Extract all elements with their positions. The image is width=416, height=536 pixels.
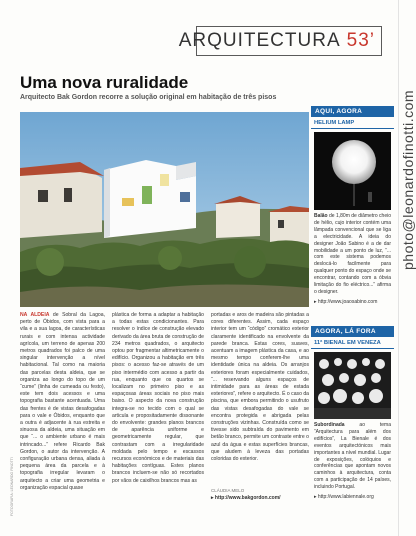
article-text-3: portadas e aros de madeira são pintadas a cores diferentes. Assim, cada espaço interior tem um “código” cromático exterior claramente identificado na envolvente da parede branca. Estas cores, suaves, acentuam a imagem plástica da casa, e ao mesmo tempo conferem-lhe uma identidade única na aldeia. Os arranjos exteriores foram especialmente cuidados, “... reservando alguns espaços de intimidade para as áreas de estada exteriores”, refere o arquitecto. É o caso da piscina, que embora permitindo o usufruto das vistas desafogadas do vale se encontra protegida e abrigada pelas construções vizinhas. Construída como se tivesse sido subtraída do pavimento em betão branco, permite um contraste entre o azul da água e estas superfícies brancas, que aludem à leveza das portadas coloridas do exterior. (211, 312, 309, 463)
article-subtitle: Arquitecto Bak Gordon recorre a solução original em habitação de três pisos (20, 94, 277, 101)
sidebar-top-header: AQUI, AGORA (311, 106, 394, 117)
page-edge-line (398, 0, 399, 536)
sidebar-bottom-url-text[interactable]: http://www.labiennale.org (317, 494, 374, 501)
article-title: Uma nova ruralidade (20, 73, 189, 92)
article-column-1 (20, 312, 105, 492)
biennale-photo (314, 352, 391, 419)
page-number: 53’ (346, 30, 375, 51)
sidebar-aqui-agora (311, 106, 394, 305)
sidebar-bottom-text (311, 422, 394, 491)
section-header (178, 26, 382, 56)
house-photo (20, 112, 309, 307)
article-text-2: plástica de forma a adaptar a habitação a todas estas condicionantes. Para resolver o índice de construção elevado derivado da área bruta de construção de 234 metros quadrados, o arquitecto optou por fragmentar altimetricamente o edifício. Organizou a habitação em três pisos: o acesso faz-se através de um piso intermédio com acesso a partir da rua, enquanto que os quartos se localizam no primeiro piso e as espaçosas áreas sociais no piso mais baixo. O aspecto da nova construção integra-se no tecido com o qual se articula e propositadamente dissonante do envolvente: grandes planos brancos de aparência uniforme e geometricamente regular, que contrastam com a irregularidade moldada pelo tempo e escassos recursos económicos e de materiais das habitações contíguas. Estes planos brancos incluem-se não só recortados por vãos de caixilhos brancos mas as (112, 312, 204, 484)
article-author: CLÁUDIA MELO (211, 488, 245, 493)
sidebar-top-lead: Balão (314, 213, 328, 219)
article-lead: NA ALDEIA (20, 312, 50, 318)
sidebar-top-subheader: HELIUM LAMP (311, 117, 394, 129)
house-illustration (20, 112, 309, 307)
article-column-2 (112, 312, 204, 485)
article-url[interactable]: ▸ http://www.bakgordon.com/ (211, 495, 281, 501)
sidebar-bottom-url[interactable]: ▸ http://www.labiennale.org (314, 494, 374, 501)
sidebar-top-url[interactable]: ▸ http://www.joaosabino.com (314, 298, 378, 305)
sidebar-agora-la-fora (311, 326, 394, 500)
section-name: ARQUITECTURA (178, 30, 341, 51)
sidebar-bottom-subheader: 11ª BIENAL EM VENEZA (311, 337, 394, 349)
sidebar-top-text (311, 213, 394, 296)
sidebar-bottom-header: AGORA, LÁ FORA (311, 326, 394, 337)
article-url-text[interactable]: http://www.bakgordon.com/ (214, 495, 281, 501)
photo-credit-small: FOTOGRAFIA: LEONARDO FINOTTI (10, 457, 14, 516)
helium-lamp-photo (314, 132, 391, 210)
sidebar-top-body: de 1,80m de diâmetro cheio de hélio, cujo interior contém uma lâmpada convencional que se liga a electricidade. A ideia do designer João Sabino é a de dar mobilidade a um ponto de luz, “... com este sistema podemos deslocá-lo facilmente para qualquer ponto do espaço onde se encontrar, contando com a óbvia limitação do fio eléctrico...” afirma o designer. (314, 213, 392, 295)
article-text-1: de Sobral da Lagoa, perto de Óbidos, com vista para a vila e a sua lagoa, de características rurais e com intensa actividade agrícola, um terreno de apenas 200 metros quadrados foi palco de uma singular intervenção a nível habitacional. Tal como na maioria das parcelas desta aldeia, que se organiza ao longo do topo de um “cume” (linha de cumeada ou festo), este tem dois acessos e uma topografia bastante acentuada. Uma das frentes é de vistas desafogadas para o vale e Óbidos, enquanto que a outra é adjacente à rua estreita e sinuosa da aldeia, uma situação em que “... o ambiente urbano é mais intrincado...” refere Ricardo Bak Gordon, o autor da intervenção. A configuração urbana densa, aliada à pequena área da parcela e à topografia irregular levaram o arquitecto a criar uma geometria e organização espacial quase (20, 312, 106, 491)
biennale-illustration (314, 352, 391, 419)
sidebar-top-url-text[interactable]: http://www.joaosabino.com (317, 298, 378, 305)
lamp-illustration (314, 132, 391, 210)
sidebar-bottom-lead: Subordinada (314, 422, 345, 428)
article-column-3 (211, 312, 309, 463)
photo-credit-vertical: photo@leonardofinotti.com (400, 89, 416, 270)
sidebar-bottom-body: ao tema “Arquitectura para além dos edifícios”, La Bienale é dos eventos arquitectónicos mais importantes a nível mundial. Lugar de exposições, colóquios e conferências que apontam novos caminhos à arquitectura, conta com a participação de 14 países, incluindo Portugal. (314, 422, 391, 491)
